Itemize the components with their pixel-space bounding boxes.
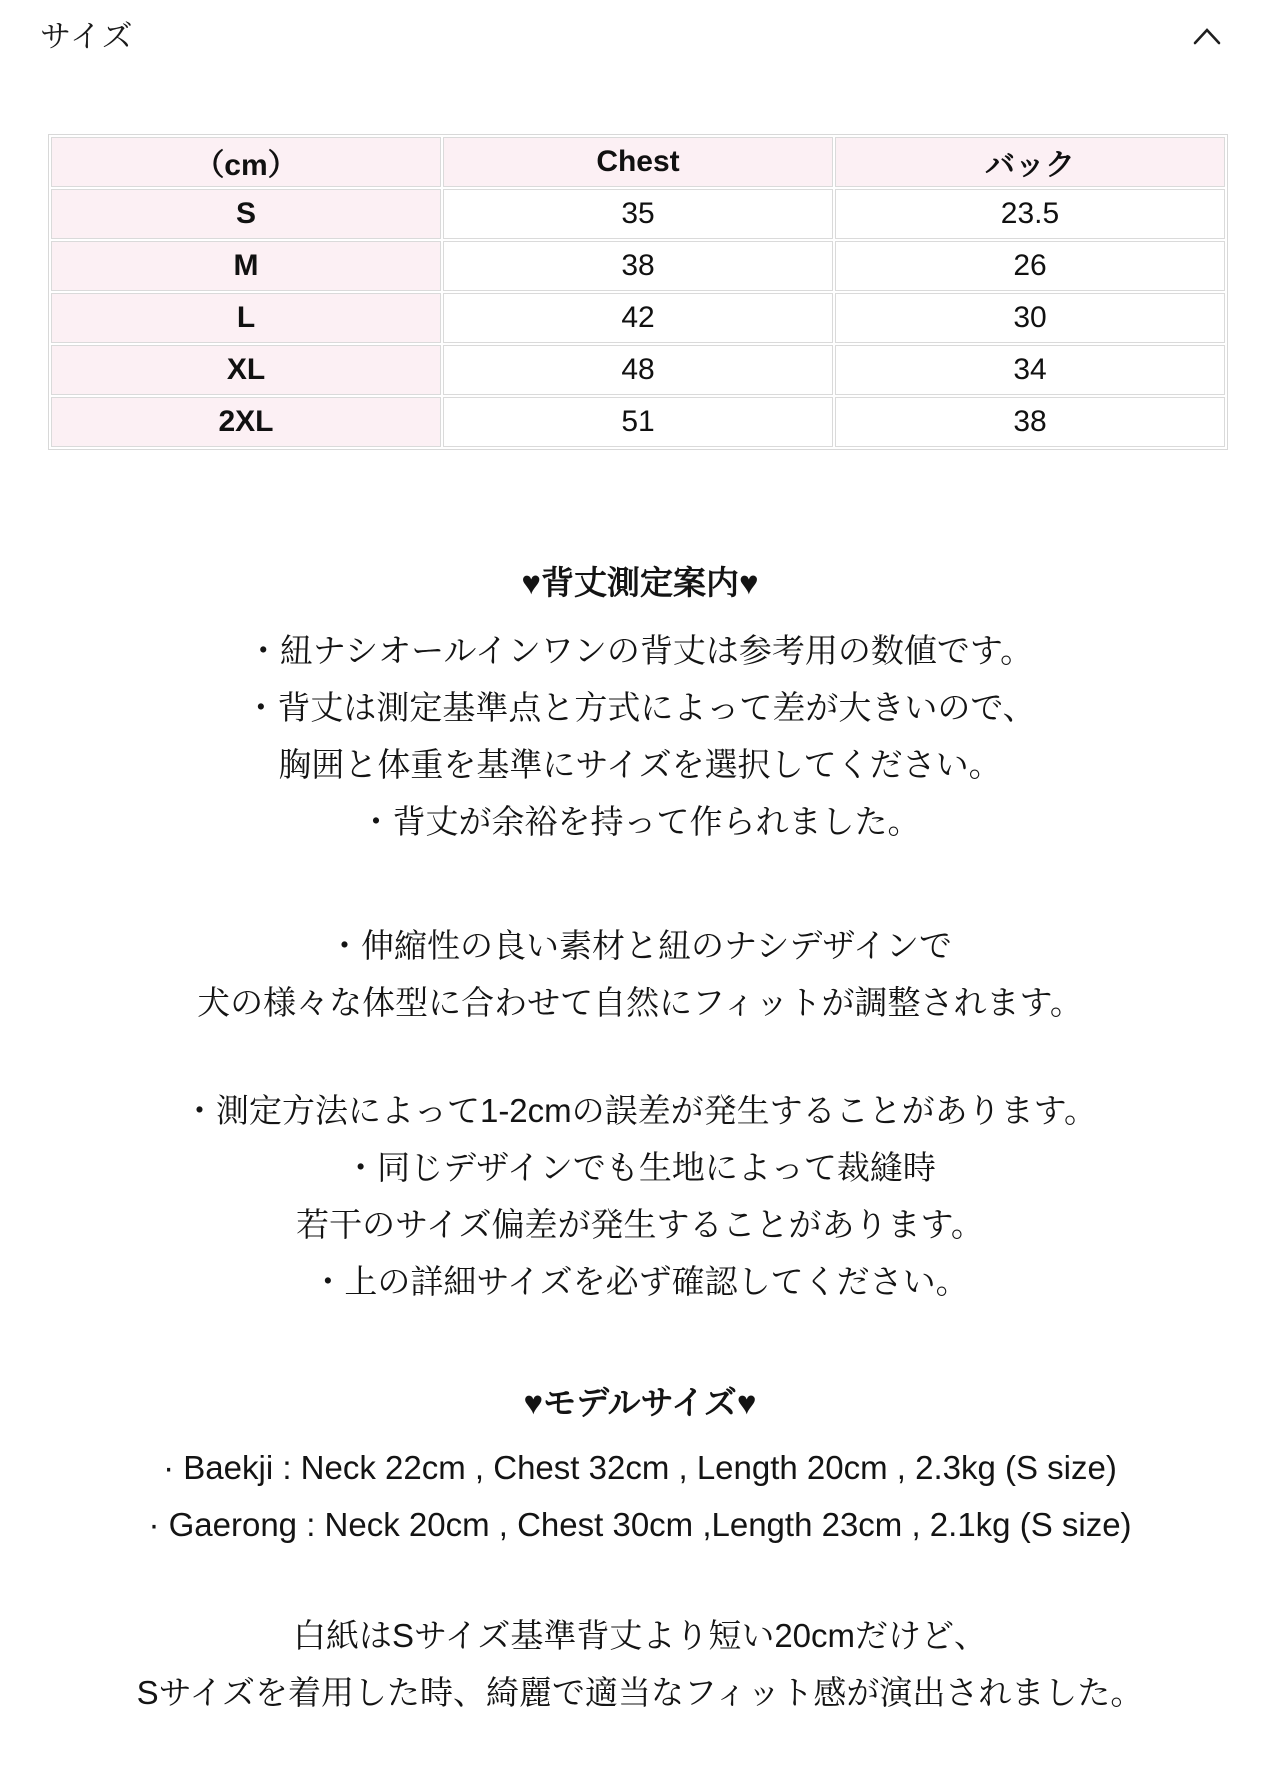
size-table-wrap bbox=[48, 134, 1228, 450]
table-row bbox=[51, 241, 1225, 291]
text-line: 胸囲と体重を基準にサイズを選択してください。 bbox=[278, 746, 1002, 783]
back-cell: 26 bbox=[835, 241, 1225, 291]
text-line: 犬の様々な体型に合わせて自然にフィットが調整されます。 bbox=[197, 984, 1083, 1021]
size-table bbox=[48, 134, 1228, 450]
table-row bbox=[51, 345, 1225, 395]
measure-guide-paragraph-2 bbox=[0, 917, 1280, 1031]
chest-cell: 35 bbox=[443, 189, 833, 239]
back-cell: 30 bbox=[835, 293, 1225, 343]
model-size-note bbox=[0, 1607, 1280, 1721]
model-line-baekji: · Baekji : Neck 22cm , Chest 32cm , Length 20cm , 2.3kg (S size) bbox=[163, 1449, 1117, 1486]
table-row bbox=[51, 189, 1225, 239]
text-line: ・背丈が余裕を持って作られました。 bbox=[359, 803, 921, 840]
chest-cell: 48 bbox=[443, 345, 833, 395]
size-cell: XL bbox=[51, 345, 441, 395]
size-cell: S bbox=[51, 189, 441, 239]
table-row bbox=[51, 397, 1225, 447]
text-line: ・伸縮性の良い素材と紐のナシデザインで bbox=[327, 927, 953, 964]
table-row bbox=[51, 293, 1225, 343]
text-line: Sサイズを着用した時、綺麗で適当なフィット感が演出されました。 bbox=[136, 1674, 1144, 1711]
size-accordion-header[interactable] bbox=[0, 0, 1280, 60]
size-info-section bbox=[0, 554, 1280, 1771]
chest-cell: 42 bbox=[443, 293, 833, 343]
size-table-back-header: バック bbox=[835, 137, 1225, 187]
chevron-up-icon[interactable] bbox=[1190, 24, 1224, 50]
text-line: ・上の詳細サイズを必ず確認してください。 bbox=[311, 1263, 969, 1300]
size-cell: L bbox=[51, 293, 441, 343]
measure-guide-heading: ♥背丈測定案内♥ bbox=[521, 564, 759, 601]
model-size-lines bbox=[0, 1439, 1280, 1553]
text-line: 若干のサイズ偏差が発生することがあります。 bbox=[296, 1206, 984, 1243]
measure-guide-paragraph-1 bbox=[0, 622, 1280, 850]
section-title: サイズ bbox=[40, 19, 134, 54]
size-table-chest-header: Chest bbox=[443, 137, 833, 187]
size-table-header-row bbox=[51, 137, 1225, 187]
text-line: ・紐ナシオールインワンの背丈は参考用の数値です。 bbox=[246, 632, 1034, 669]
back-cell: 38 bbox=[835, 397, 1225, 447]
chest-cell: 51 bbox=[443, 397, 833, 447]
back-cell: 23.5 bbox=[835, 189, 1225, 239]
text-line: ・背丈は測定基準点と方式によって差が大きいので、 bbox=[244, 689, 1036, 726]
size-table-unit-header: （cm） bbox=[51, 137, 441, 187]
measure-guide-paragraph-3 bbox=[0, 1082, 1280, 1310]
model-line-gaerong: · Gaerong : Neck 20cm , Chest 30cm ,Length 23cm , 2.1kg (S size) bbox=[148, 1506, 1132, 1543]
text-line: 白紙はSサイズ基準背丈より短い20cmだけど、 bbox=[292, 1617, 988, 1654]
text-line: ・測定方法によって1-2cmの誤差が発生することがあります。 bbox=[182, 1092, 1098, 1129]
chest-cell: 38 bbox=[443, 241, 833, 291]
size-cell: 2XL bbox=[51, 397, 441, 447]
text-line: ・同じデザインでも生地によって裁縫時 bbox=[344, 1149, 936, 1186]
model-size-heading: ♥モデルサイズ♥ bbox=[523, 1384, 757, 1421]
size-cell: M bbox=[51, 241, 441, 291]
back-cell: 34 bbox=[835, 345, 1225, 395]
